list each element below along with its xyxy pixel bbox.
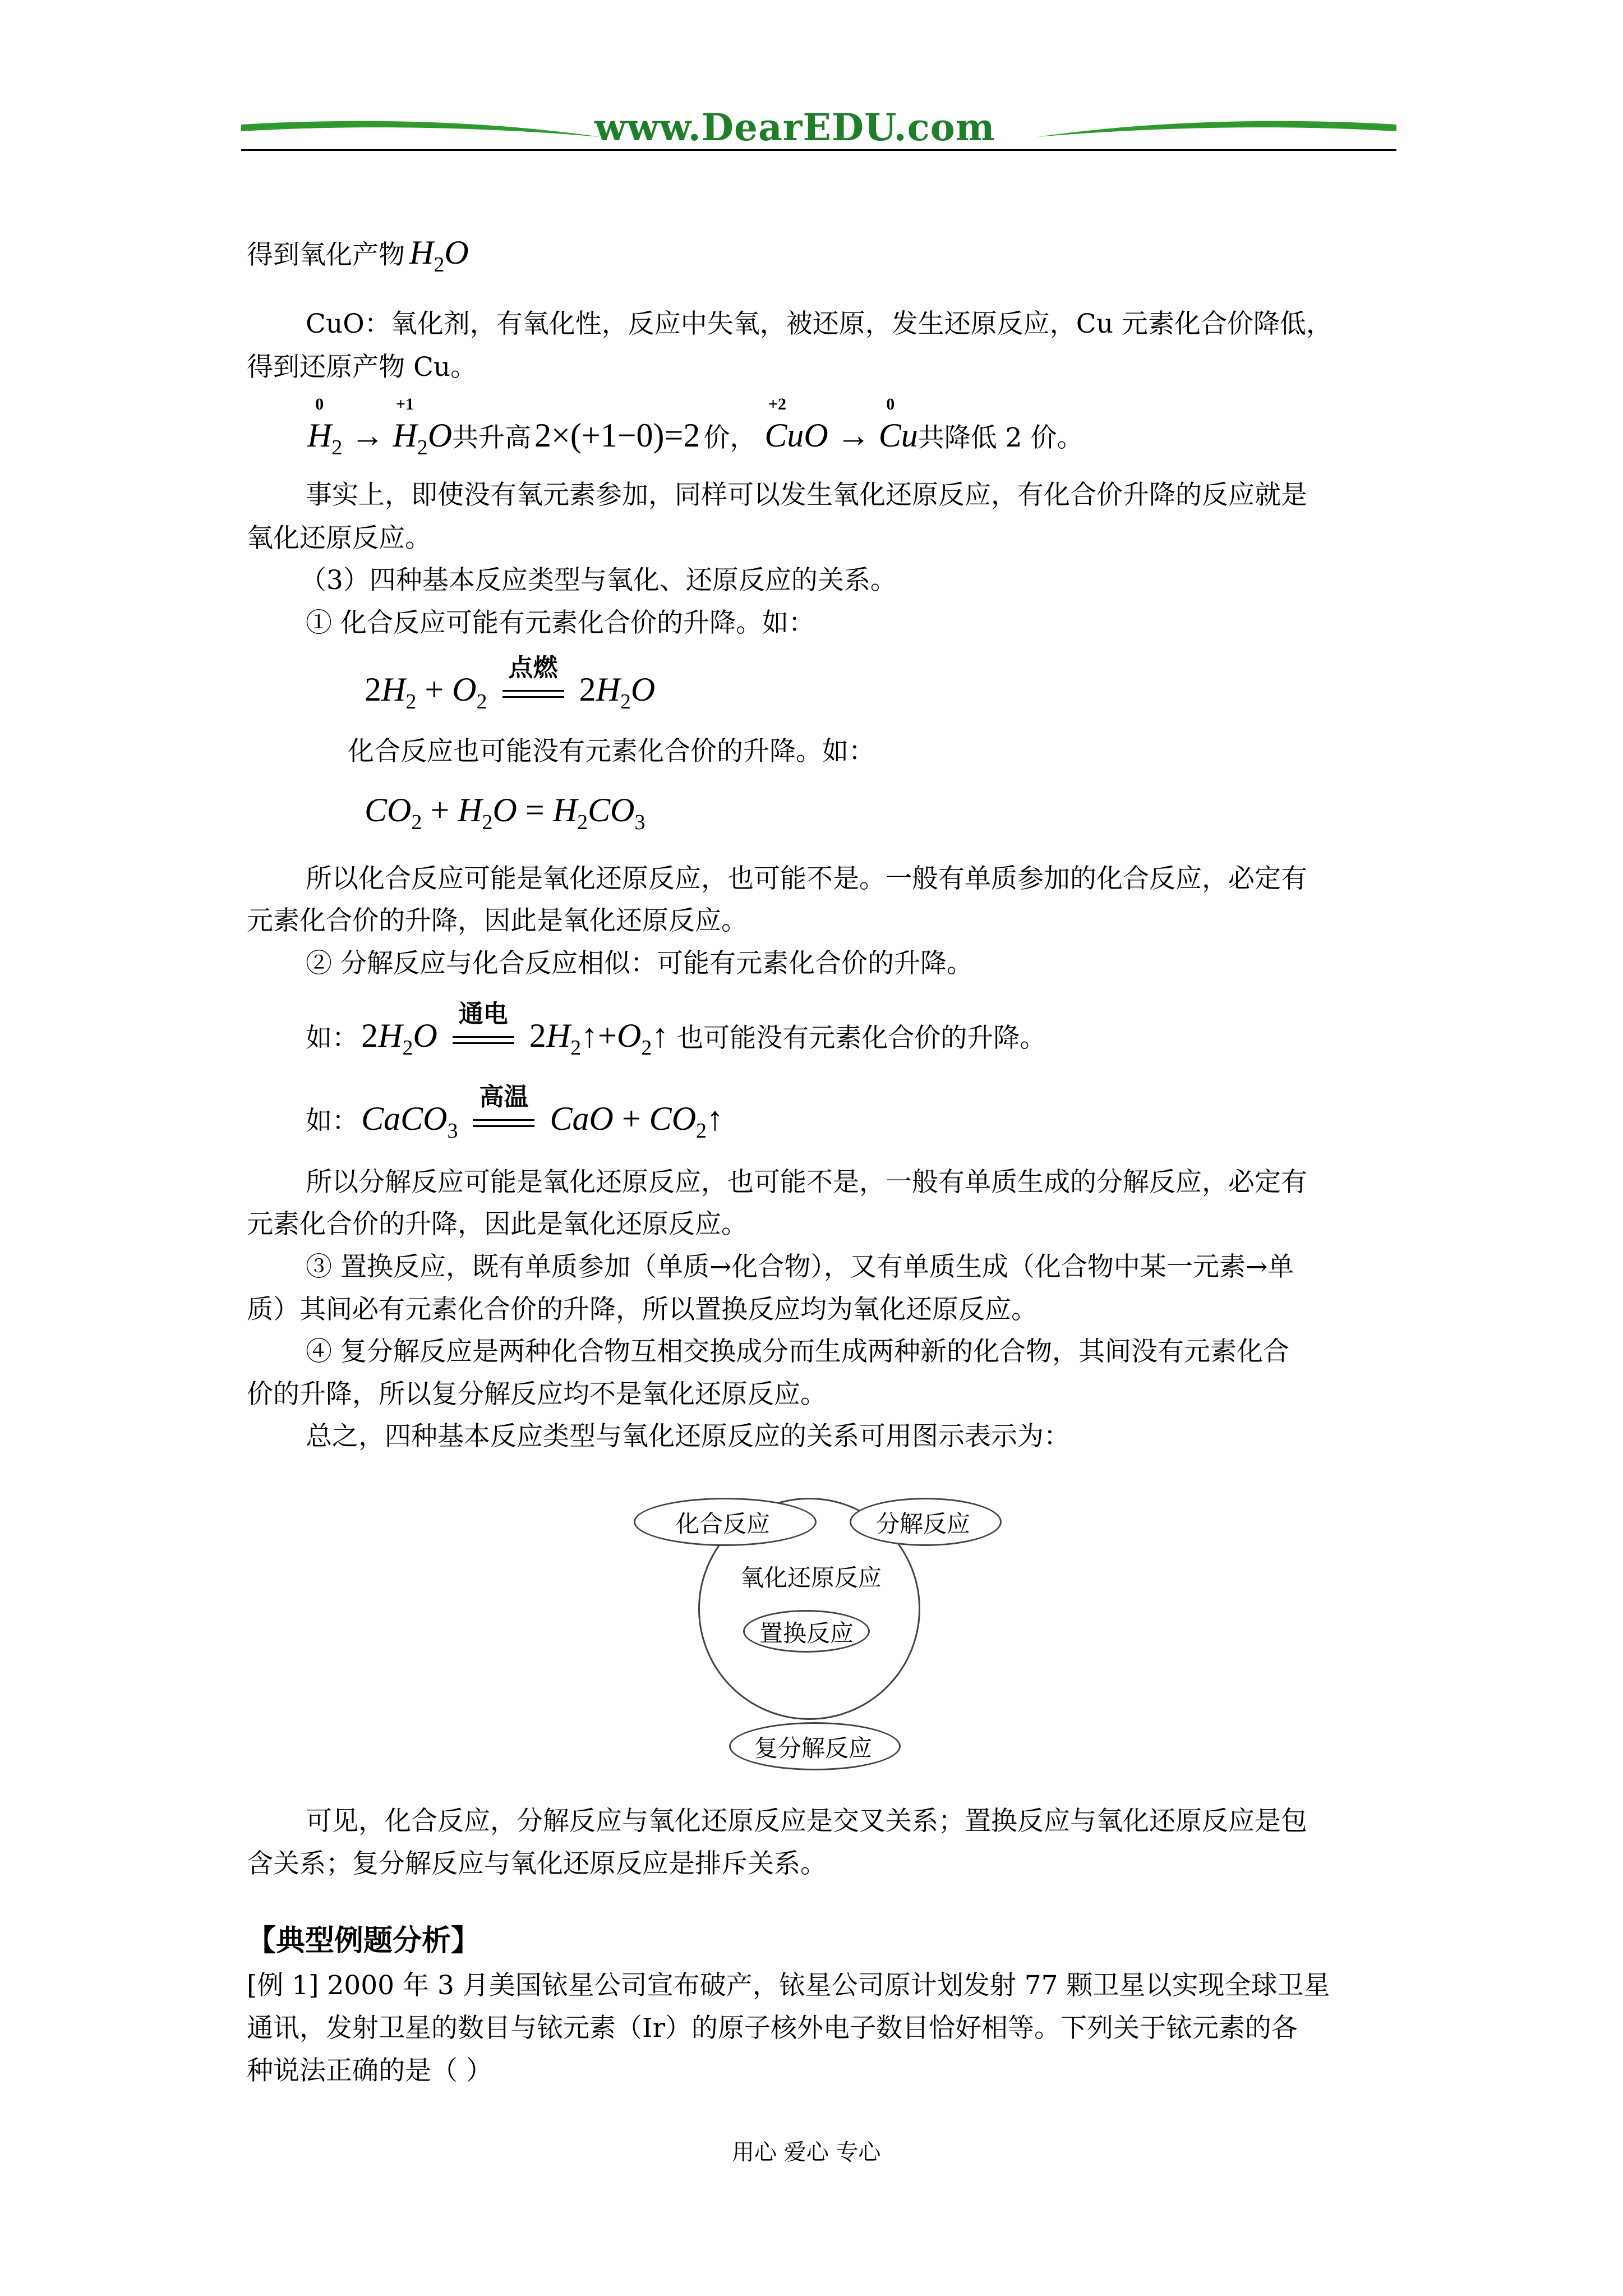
cuo-para-line-2: 得到还原产物 Cu。: [247, 352, 477, 383]
item-4-line-2: 价的升降，所以复分解反应均不是氧化还原反应。: [247, 1379, 827, 1410]
equation-3-line: 如： $2H_2O$ 通电 $2H_2↑+O_2↑$ 也可能没有元素化合价的升降。: [306, 1000, 1046, 1060]
double-label: 复分解反应: [754, 1734, 873, 1762]
item-4-line-1: ④ 复分解反应是两种化合物互相交换成分而生成两种新的化合物，其间没有元素化合: [306, 1336, 1289, 1367]
header-rule: [241, 149, 1396, 151]
decomp-label: 分解反应: [876, 1510, 971, 1538]
decomp-conclusion-2: 元素化合价的升降，因此是氧化还原反应。: [247, 1209, 748, 1240]
page-footer: 用心 爱心 专心: [732, 2139, 881, 2165]
combo-conclusion-2: 元素化合价的升降，因此是氧化还原反应。: [247, 905, 748, 936]
displace-label: 置换反应: [759, 1619, 854, 1647]
fact-para-line-1: 事实上，即使没有氧元素参加，同样可以发生氧化还原反应，有化合价升降的反应就是: [306, 480, 1307, 510]
equation-2: $CO_2 + H_2O = H_2CO_3$: [365, 792, 645, 834]
equation-1: $2H_2 + O_2$ 点燃 $2H_2O$: [365, 654, 656, 714]
summary-line: 总之，四种基本反应类型与氧化还原反应的关系可用图示表示为：: [306, 1421, 1070, 1452]
example-1-line-1: [例 1] 2000 年 3 月美国铱星公司宣布破产，铱星公司原计划发射 77 颗卫星以实现全球卫星: [247, 1970, 1330, 2001]
valence-equation: H 0 $_2$ → H +1 $_2$O共升高 2×(+1−0)=2 价， CuO +2 → Cu 0 共降低 2 价。: [307, 395, 1083, 459]
example-1-line-2: 通讯，发射卫星的数目与铱元素（Ir）的原子核外电子数目恰好相等。下列关于铱元素的各: [247, 2013, 1298, 2044]
example-1-line-3: 种说法正确的是（ ）: [247, 2055, 492, 2086]
redox-label: 氧化还原反应: [740, 1564, 882, 1591]
combo-no-change: 化合反应也可能没有元素化合价的升降。如：: [348, 736, 875, 767]
banner-swoosh-right: [1038, 112, 1396, 146]
relation-diagram: [628, 1481, 1009, 1773]
item-3-line-2: 质）其间必有元素化合价的升降，所以置换反应均为氧化还原反应。: [247, 1294, 1038, 1325]
visible-line-1: 可见，化合反应，分解反应与氧化还原反应是交叉关系；置换反应与氧化还原反应是包: [306, 1806, 1307, 1837]
equation-4-line: 如： CaCO$_3$ 高温 CaO + $CO_2↑$: [306, 1083, 724, 1143]
section-heading-3: （3）四种基本反应类型与氧化、还原反应的关系。: [300, 565, 897, 596]
cuo-para-line-1: CuO：氧化剂，有氧化性，反应中失氧，被还原，发生还原反应，Cu 元素化合价降低，: [306, 309, 1332, 339]
example-heading: 【典型例题分析】: [247, 1924, 481, 1958]
fact-para-line-2: 氧化还原反应。: [247, 523, 431, 554]
item-3-line-1: ③ 置换反应，既有单质参加（单质→化合物），又有单质生成（化合物中某一元素→单: [306, 1251, 1294, 1282]
decomp-conclusion-1: 所以分解反应可能是氧化还原反应，也可能不是，一般有单质生成的分解反应，必定有: [306, 1167, 1307, 1198]
banner-swoosh-left: [241, 112, 600, 146]
item-1: ① 化合反应可能有元素化合价的升降。如：: [306, 608, 815, 638]
oxid-product-line: 得到氧化产物 $H_2O$: [247, 234, 469, 277]
site-logo-text[interactable]: www.DearEDU.com: [594, 105, 995, 149]
combo-label: 化合反应: [676, 1510, 771, 1538]
combo-conclusion-1: 所以化合反应可能是氧化还原反应，也可能不是。一般有单质参加的化合反应，必定有: [306, 863, 1307, 894]
item-2: ② 分解反应与化合反应相似：可能有元素化合价的升降。: [306, 948, 973, 979]
visible-line-2: 含关系；复分解反应与氧化还原反应是排斥关系。: [247, 1848, 827, 1879]
